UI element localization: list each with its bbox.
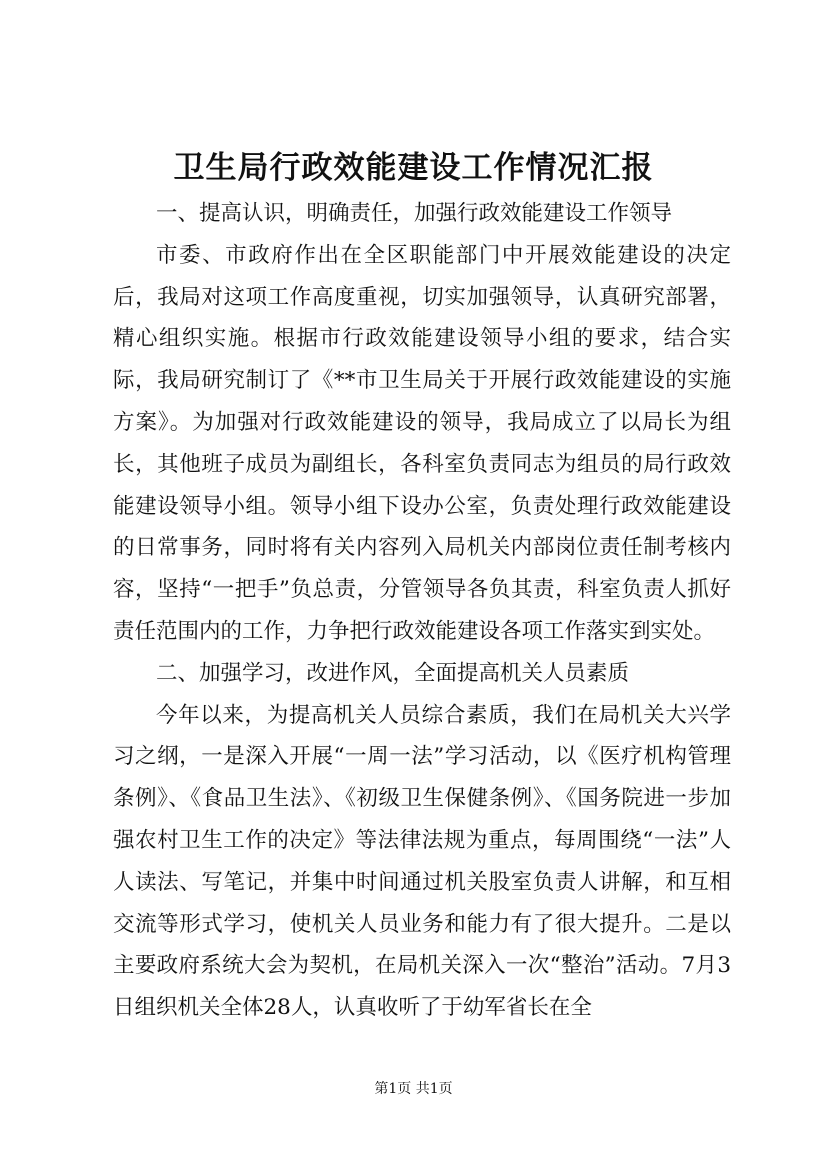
page-number-footer: 第1页 共1页 [374, 1081, 453, 1097]
section-heading-1: 一、提高认识，明确责任，加强行政效能建设工作领导 [156, 201, 673, 226]
paragraph-1: 市委、市政府作出在全区职能部门中开展效能建设的决定后，我局对这项工作高度重视，切实加强领导，认真研究部署，精心组织实施。根据市行政效能建设领导小组的要求，结合实际，我局研究制订了《**市卫生局关于开展行政效能建设的实施方案》。为加强对行政效能建设的领导，我局成立了以局长为组长，其他班子成员为副组长，各科室负责同志为组员的局行政效能建设领导小组。领导小组下设办公室，负责处理行政效能建设的日常事务，同时将有关内容列入局机关内部岗位责任制考核内容，坚持“一把手”负总责，分管领导各负其责，科室负责人抓好责任范围内的工作，力争把行政效能建设各项工作落实到实处。 [113, 242, 731, 644]
paragraph-2: 今年以来，为提高机关人员综合素质，我们在局机关大兴学习之纲，一是深入开展“一周一法”学习活动，以《医疗机构管理条例》、《食品卫生法》、《初级卫生保健条例》、《国务院进一步加强农村卫生工作的决定》等法律法规为重点，每周围绕“一法”人人读法、写笔记，并集中时间通过机关股室负责人讲解，和互相交流等形式学习，使机关人员业务和能力有了很大提升。二是以主要政府系统大会为契机，在局机关深入一次“整治”活动。7月3日组织机关全体28人，认真收听了于幼军省长在全 [113, 702, 731, 1021]
section-heading-2: 二、加强学习，改进作风，全面提高机关人员素质 [156, 660, 630, 686]
document-body [113, 193, 731, 1029]
document-title: 卫生局行政效能建设工作情况汇报 [173, 150, 654, 186]
